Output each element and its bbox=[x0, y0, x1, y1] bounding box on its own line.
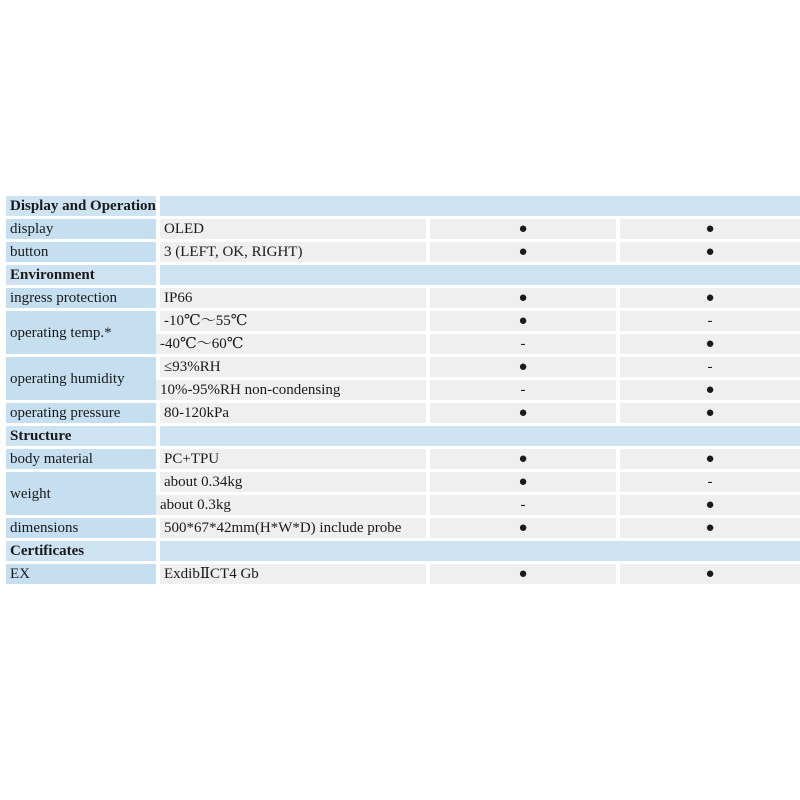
spec-value: IP66 bbox=[156, 288, 426, 308]
section-header-band bbox=[156, 265, 800, 285]
spec-row bbox=[6, 219, 800, 239]
section-title: Environment bbox=[6, 265, 156, 285]
model-2-availability-mark: ● bbox=[616, 242, 800, 262]
spec-value: about 0.34kg bbox=[156, 472, 426, 492]
spec-table-body bbox=[6, 196, 800, 584]
spec-row bbox=[6, 357, 800, 377]
model-2-availability-mark: ● bbox=[616, 495, 800, 515]
model-1-availability-mark: ● bbox=[426, 288, 616, 308]
spec-value: 3 (LEFT, OK, RIGHT) bbox=[156, 242, 426, 262]
spec-row bbox=[6, 472, 800, 492]
spec-value: PC+TPU bbox=[156, 449, 426, 469]
spec-value: -10℃～55℃ bbox=[156, 311, 426, 331]
model-1-availability-mark: ● bbox=[426, 518, 616, 538]
section-title: Certificates bbox=[6, 541, 156, 561]
model-1-availability-mark: - bbox=[426, 495, 616, 515]
section-title: Display and Operation bbox=[6, 196, 156, 216]
spec-row bbox=[6, 288, 800, 308]
model-2-availability-mark: - bbox=[616, 357, 800, 377]
section-header-row bbox=[6, 196, 800, 216]
model-1-availability-mark: ● bbox=[426, 242, 616, 262]
spec-label: display bbox=[6, 219, 156, 239]
model-2-availability-mark: ● bbox=[616, 403, 800, 423]
spec-row bbox=[6, 242, 800, 262]
spec-row bbox=[6, 564, 800, 584]
spec-label: ingress protection bbox=[6, 288, 156, 308]
spec-label: dimensions bbox=[6, 518, 156, 538]
spec-label: button bbox=[6, 242, 156, 262]
model-2-availability-mark: ● bbox=[616, 219, 800, 239]
spec-value: about 0.3kg bbox=[156, 495, 426, 515]
section-header-band bbox=[156, 541, 800, 561]
model-1-availability-mark: ● bbox=[426, 357, 616, 377]
model-2-availability-mark: ● bbox=[616, 564, 800, 584]
spec-row bbox=[6, 403, 800, 423]
spec-label: operating temp.* bbox=[6, 311, 156, 354]
spec-label: operating humidity bbox=[6, 357, 156, 400]
section-header-band bbox=[156, 426, 800, 446]
model-1-availability-mark: ● bbox=[426, 403, 616, 423]
model-2-availability-mark: ● bbox=[616, 449, 800, 469]
model-2-availability-mark: ● bbox=[616, 380, 800, 400]
spec-value: 10%-95%RH non-condensing bbox=[156, 380, 426, 400]
section-header-row bbox=[6, 541, 800, 561]
model-2-availability-mark: ● bbox=[616, 334, 800, 354]
model-2-availability-mark: ● bbox=[616, 518, 800, 538]
model-1-availability-mark: ● bbox=[426, 219, 616, 239]
spec-row bbox=[6, 449, 800, 469]
model-2-availability-mark: - bbox=[616, 311, 800, 331]
model-1-availability-mark: - bbox=[426, 334, 616, 354]
spec-value: ≤93%RH bbox=[156, 357, 426, 377]
model-2-availability-mark: ● bbox=[616, 288, 800, 308]
model-1-availability-mark: ● bbox=[426, 311, 616, 331]
spec-value: 80-120kPa bbox=[156, 403, 426, 423]
spec-label: body material bbox=[6, 449, 156, 469]
spec-label: EX bbox=[6, 564, 156, 584]
spec-value: OLED bbox=[156, 219, 426, 239]
spec-value: 500*67*42mm(H*W*D) include probe bbox=[156, 518, 426, 538]
model-1-availability-mark: - bbox=[426, 380, 616, 400]
spec-value: -40℃～60℃ bbox=[156, 334, 426, 354]
model-1-availability-mark: ● bbox=[426, 564, 616, 584]
spec-value: ExdibⅡCT4 Gb bbox=[156, 564, 426, 584]
spec-label: operating pressure bbox=[6, 403, 156, 423]
model-2-availability-mark: - bbox=[616, 472, 800, 492]
spec-row bbox=[6, 311, 800, 331]
spec-label: weight bbox=[6, 472, 156, 515]
model-1-availability-mark: ● bbox=[426, 449, 616, 469]
section-title: Structure bbox=[6, 426, 156, 446]
section-header-band bbox=[156, 196, 800, 216]
spec-row bbox=[6, 518, 800, 538]
model-1-availability-mark: ● bbox=[426, 472, 616, 492]
spec-table bbox=[6, 193, 800, 587]
section-header-row bbox=[6, 265, 800, 285]
section-header-row bbox=[6, 426, 800, 446]
